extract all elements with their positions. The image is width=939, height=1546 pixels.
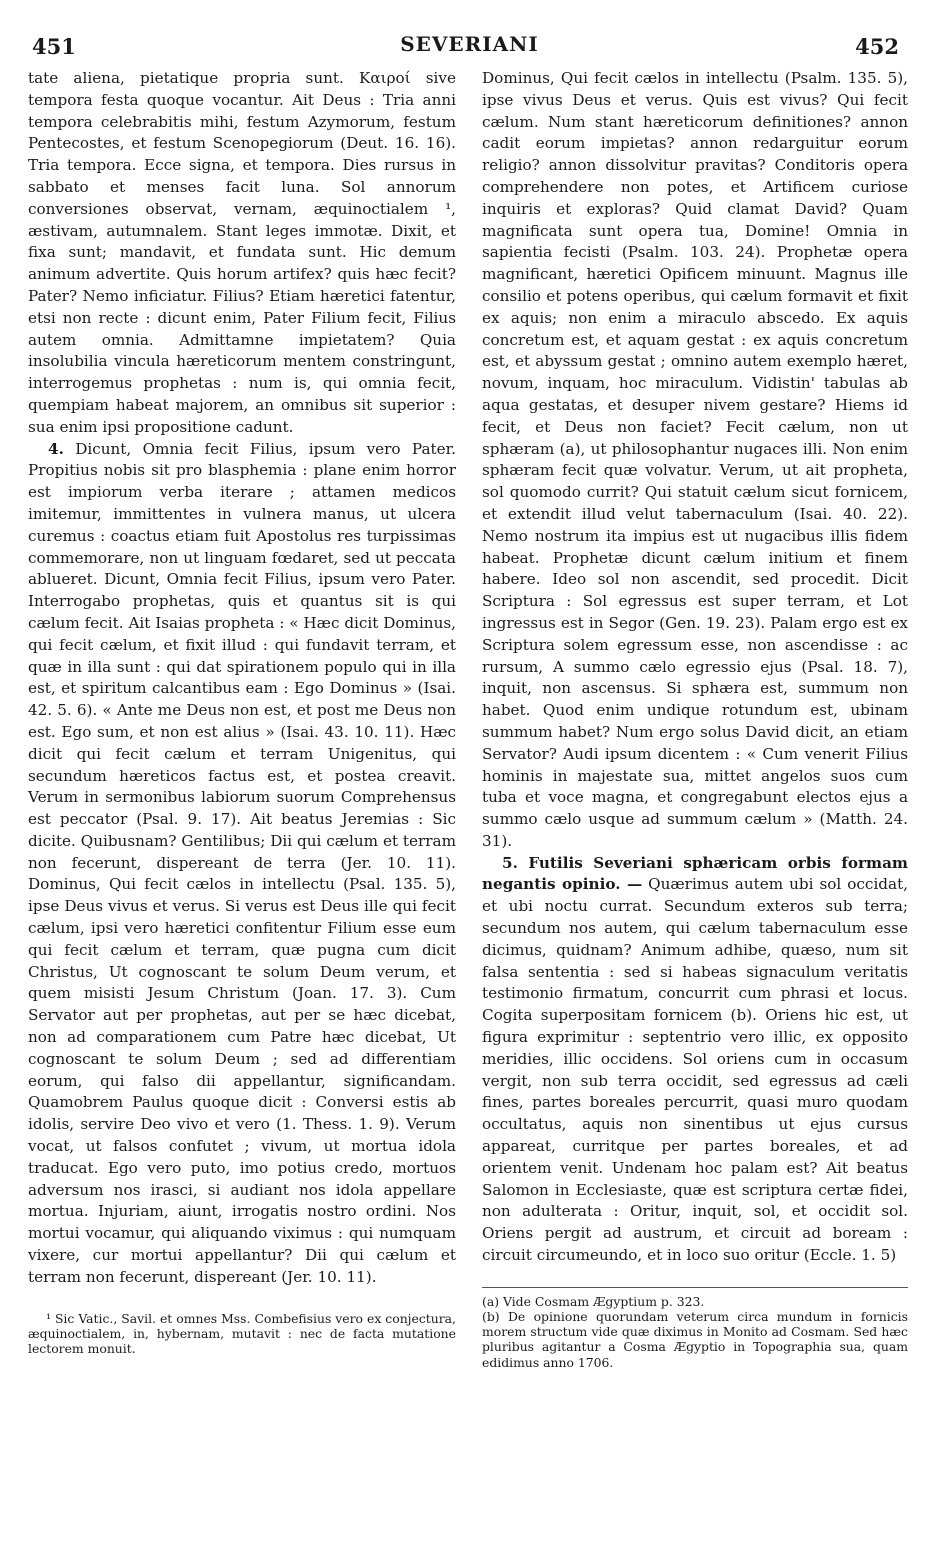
left-footnotes <box>28 1305 456 1357</box>
section-heading-5: 5. Futilis Severiani sphæricam orbis formam negantis opinio. — <box>482 853 908 894</box>
left-column <box>28 68 456 1356</box>
section-number-4: 4. <box>48 439 64 458</box>
right-footnotes <box>482 1287 908 1370</box>
right-column <box>482 68 908 1370</box>
right-paragraph-2 <box>482 853 908 1267</box>
footnote-1: ¹ Sic Vatic., Savil. et omnes Mss. Combefisius vero ex conjectura, æquinoctialem, in, hybernam, mutavit : nec de facta mutatione lectorem monuit. <box>28 1310 456 1357</box>
page-number-left: 451 <box>32 34 76 59</box>
running-title: SEVERIANI <box>400 32 539 56</box>
page-header <box>0 34 939 70</box>
right-paragraph-2-text: Quærimus autem ubi sol occidat, et ubi noctu currat. Secundum exteros sub terra; secundum nos autem, qui cælum tabernaculum esse dicimus, quidnam? Animum adhibe, quæso, num sit falsa sententia : sed si habeas signaculum veritatis testimonio firmatum, concurrit cum phrasi et locus. Cogita superpositam fornicem (b). Oriens hic est, ut figura exprimitur : septentrio vero illic, ex opposito meridies, illic occidens. Sol oriens cum in occasum vergit, non sub terra occidit, sed egressus ad cæli fines, partes boreales percurrit, quasi muro quodam occultatus, aquis non sinentibus ut ejus cursus appareat, curritque per partes boreales, et ad orientem venit. Undenam hoc palam est? Ait beatus Salomon in Ecclesiaste, quæ est scriptura certæ fidei, non adulterata : Oritur, inquit, sol, et occidit sol. Oriens pergit ad austrum, et circuit ad boream : circuit circumeundo, et in loco suo oritur (Eccle. 1. 5) <box>482 875 909 1265</box>
left-paragraph-2 <box>28 439 456 1289</box>
left-paragraph-2-text: Dicunt, Omnia fecit Filius, ipsum vero Pater. Propitius nobis sit pro blasphemia : plane enim horror est impiorum verba iterare ; attamen medicos imitemur, immittentes in vulnera manus, ut ulcera curemus : coactus etiam fuit Apostolus res turpissimas commemorare, non ut linguam fœdaret, sed ut peccata ablueret. Dicunt, Omnia fecit Filius, ipsum vero Pater. Interrogabo prophetas, quis et quantus sit is qui cælum fecit. Ait Isaias propheta : « Hæc dicit Dominus, qui fecit cælum, et fixit illud : qui fundavit terram, et quæ in illa sunt : qui dat spirationem populo qui in illa est, et spiritum calcantibus eam : Ego Dominus » (Isai. 42. 5. 6). « Ante me Deus non est, et post me Deus non est. Ego sum, et non est alius » (Isai. 43. 10. 11). Hæc dicit qui fecit cælum et terram Unigenitus, qui secundum hæreticos factus est, et postea creavit. Verum in sermonibus labiorum suorum Comprehensus est peccator (Psal. 9. 17). Ait beatus Jeremias : Sic dicite. Quibusnam? Gentilibus; Dii qui cælum et terram non fecerunt, dispereant de terra (Jer. 10. 11). Dominus, Qui fecit cælos in intellectu (Psal. 135. 5), ipse Deus vivus et verus. Si verus est Deus ille qui fecit cælum, ipsi vero hæretici confitentur Filium esse eum qui fecit cælum et terram, quæ pugna cum dicit Christus, Ut cognoscant te solum Deum verum, et quem misisti Jesum Christum (Joan. 17. 3). Cum Servator aut per prophetas, aut per se hæc dicebat, non ad comparationem cum Patre hæc dicebat, Ut cognoscant te solum Deum ; sed ad differentiam eorum, qui falso dii appellantur, significandam. Quamobrem Paulus quoque dicit : Conversi estis ab idolis, servire Deo vivo et vero (1. Thess. 1. 9). Verum vocat, ut falsos confutet ; vivum, ut mortua idola traducat. Ego vero puto, imo potius credo, mortuos adversum nos irasci, si audiant nos idola appellare mortua. Injuriam, aiunt, irrogatis nostro ordini. Nos mortui vocamur, qui aliquando viximus : qui numquam vixere, cur mortui appellantur? Dii qui cælum et terram non fecerunt, dispereant (Jer. 10. 11). <box>28 439 457 1286</box>
right-paragraph-1: Dominus, Qui fecit cælos in intellectu (Psalm. 135. 5), ipse vivus Deus et verus. Quis est vivus? Qui fecit cælum. Num stant hæreticorum definitiones? annon cadit eorum impietas? annon redarguitur eorum religio? annon dissolvitur pravitas? Conditoris opera comprehendere non potes, et Artificem curiose inquiris et exploras? Quid clamat David? Quam magnificata sunt opera tua, Domine! Omnia in sapientia fecisti (Psalm. 103. 24). Prophetæ opera magnificant, hæretici Opificem minuunt. Magnus ille consilio et potens operibus, qui cælum formavit et fixit ex aquis; non enim a miraculo abscedo. Ex aquis concretum est, et aquam gestat : ex aquis concretum est, et abyssum gestat ; omnino autem exemplo hæret, novum, inquam, hoc miraculum. Vidistin' tabulas ab aqua gestatas, et desuper nivem gestare? Hiems id fecit, et Deus non faciet? Fecit cælum, non ut sphæram (a), ut philosophantur nugaces illi. Non enim sphæram fecit quæ volvatur. Verum, ut ait propheta, sol quomodo currit? Qui statuit cælum sicut fornicem, et extendit illud velut tabernaculum (Isai. 40. 22). Nemo nostrum ita impius est ut nugacibus illis fidem habeat. Prophetæ dicunt cælum initium et finem habere. Ideo sol non ascendit, sed procedit. Dicit Scriptura : Sol egressus est super terram, et Lot ingressus est in Segor (Gen. 19. 23). Palam ergo est ex Scriptura solem egressum esse, non ascendisse : ac rursum, A summo cælo egressio ejus (Psal. 18. 7), inquit, non ascensus. Si sphæra est, summum non habet. Quod enim undique rotundum est, ubinam summum habet? Num ergo solus David dicit, an etiam Servator? Audi ipsum dicentem : « Cum venerit Filius hominis in majestate sua, mittet angelos suos cum tuba et voce magna, et congregabunt electos ejus a summo cælo usque ad summum cælum » (Matth. 24. 31). <box>482 69 908 850</box>
footnote-a: (a) Vide Cosmam Ægyptium p. 323. <box>482 1293 705 1309</box>
left-paragraph-1: tate aliena, pietatique propria sunt. Καιροί sive tempora festa quoque vocantur. Ait Deus : Tria anni tempora celebrabitis mihi, festum Azymorum, festum Pentecostes, et festum Scenopegiorum (Deut. 16. 16). Tria tempora. Ecce signa, et tempora. Dies rursus in sabbato et menses facit luna. Sol annorum conversiones observat, vernam, æquinoctialem ¹, æstivam, autumnalem. Stant leges immotæ. Dixit, et fixa sunt; mandavit, et fundata sunt. Hic demum animum advertite. Quis horum artifex? quis hæc fecit? Pater? Nemo inficiatur. Filius? Etiam hæretici fatentur, etsi non recte : dicunt enim, Pater Filium fecit, Filius autem omnia. Admittamne impietatem? Quia insolubilia vincula hæreticorum mentem constringunt, interrogemus prophetas : num is, qui omnia fecit, quempiam habeat majorem, an omnibus sit superior : sua enim ipsi propositione cadunt. <box>28 69 456 436</box>
footnote-b: (b) De opinione quorundam veterum circa mundum in fornicis morem structum vide quæ diximus in Monito ad Cosmam. Sed hæc pluribus agitantur a Cosma Ægyptio in Topographia sua, quam edidimus anno 1706. <box>482 1309 908 1370</box>
page-number-right: 452 <box>855 34 899 59</box>
